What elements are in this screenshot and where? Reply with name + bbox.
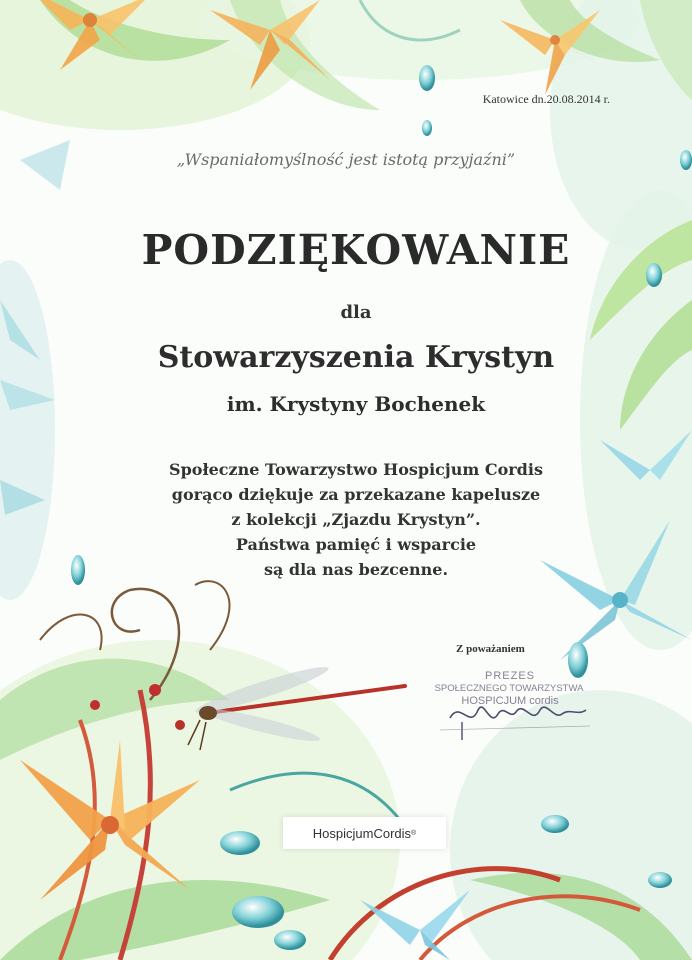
message-line: Społeczne Towarzystwo Hospicjum Cordis xyxy=(169,460,543,479)
closing-text: Z poważaniem xyxy=(456,643,525,655)
message-line: są dla nas bezcenne. xyxy=(263,560,449,579)
page-title: PODZIĘKOWANIE xyxy=(141,226,571,274)
for-word: dla xyxy=(340,302,372,323)
motto-quote: „Wspaniałomyślność jest istotą przyjaźni” xyxy=(176,150,516,169)
signature-stamp xyxy=(420,670,598,742)
stamp-line: HOSPICJUM cordis xyxy=(461,695,559,707)
stamp-line: PREZES xyxy=(484,670,535,682)
hospicjum-cordis-logo xyxy=(283,817,446,849)
message-line: Państwa pamięć i wsparcie xyxy=(235,535,477,554)
recipient-subtitle: im. Krystyny Bochenek xyxy=(226,392,486,416)
thank-you-message xyxy=(10,457,692,582)
message-line: gorąco dziękuje za przekazane kapelusze xyxy=(171,485,541,504)
message-line: z kolekcji „Zjazdu Krystyn”. xyxy=(231,510,481,529)
stamp-line: SPOŁECZNEGO TOWARZYSTWA xyxy=(434,683,584,694)
recipient-name: Stowarzyszenia Krystyn xyxy=(157,340,555,375)
date-line: Katowice dn.20.08.2014 r. xyxy=(482,92,610,106)
signature-icon xyxy=(420,670,598,742)
registered-mark: ® xyxy=(411,829,417,837)
logo-text: HospicjumCordis xyxy=(312,825,412,841)
water-drop-illustration xyxy=(419,65,435,91)
